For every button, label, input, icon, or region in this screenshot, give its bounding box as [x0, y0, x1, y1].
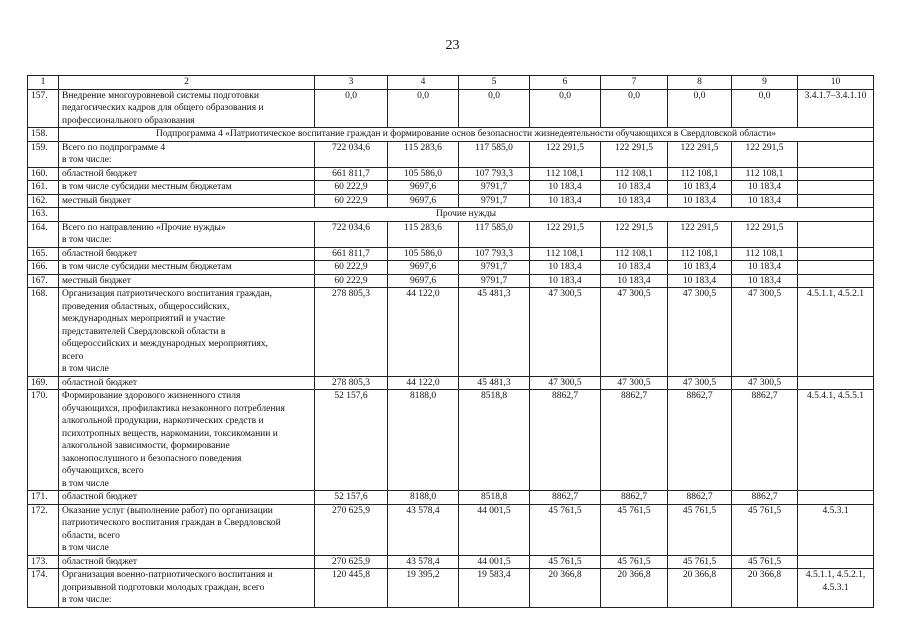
year-value: 10 183,4	[530, 261, 601, 275]
year-value: 112 108,1	[668, 167, 732, 181]
year-value: 47 300,5	[668, 376, 732, 390]
year-value: 8518,8	[459, 390, 530, 491]
year-value: 112 108,1	[601, 167, 668, 181]
year-value: 0,0	[601, 89, 668, 128]
year-value: 10 183,4	[530, 274, 601, 288]
table-header-row	[28, 76, 874, 90]
year-value: 122 291,5	[601, 221, 668, 247]
target-indicator-codes	[798, 194, 874, 208]
year-value: 47 300,5	[530, 376, 601, 390]
year-value: 43 578,4	[388, 504, 459, 555]
total-value: 722 034,6	[315, 221, 388, 247]
table-row	[28, 181, 874, 195]
target-indicator-codes	[798, 555, 874, 569]
year-value: 0,0	[668, 89, 732, 128]
row-description: областной бюджет	[59, 247, 315, 261]
year-value: 10 183,4	[601, 261, 668, 275]
target-indicator-codes: 4.5.4.1, 4.5.5.1	[798, 390, 874, 491]
year-value: 9697,6	[388, 194, 459, 208]
year-value: 44 001,5	[459, 555, 530, 569]
total-value: 60 222,9	[315, 261, 388, 275]
total-value: 60 222,9	[315, 181, 388, 195]
row-description: областной бюджет	[59, 167, 315, 181]
row-description: Внедрение многоуровневой системы подготовки педагогических кадров для общего образования и профессионального образования	[59, 89, 315, 128]
year-value: 10 183,4	[668, 261, 732, 275]
year-value: 10 183,4	[732, 274, 798, 288]
year-value: 45 761,5	[668, 504, 732, 555]
year-value: 122 291,5	[668, 141, 732, 167]
target-indicator-codes	[798, 181, 874, 195]
table-row	[28, 555, 874, 569]
total-value: 0,0	[315, 89, 388, 128]
column-number-header: 3	[315, 76, 388, 90]
year-value: 112 108,1	[530, 247, 601, 261]
year-value: 10 183,4	[732, 261, 798, 275]
row-number: 157.	[28, 89, 59, 128]
year-value: 0,0	[388, 89, 459, 128]
total-value: 661 811,7	[315, 247, 388, 261]
year-value: 0,0	[530, 89, 601, 128]
year-value: 10 183,4	[530, 194, 601, 208]
row-number: 169.	[28, 376, 59, 390]
year-value: 47 300,5	[601, 288, 668, 377]
row-description: областной бюджет	[59, 555, 315, 569]
total-value: 52 157,6	[315, 390, 388, 491]
row-description: Организация военно-патриотического воспитания и допризывной подготовки молодых граждан, всего в том числе:	[59, 569, 315, 608]
table-row	[28, 167, 874, 181]
year-value: 9697,6	[388, 181, 459, 195]
target-indicator-codes: 3.4.1.7–3.4.1.10	[798, 89, 874, 128]
year-value: 0,0	[459, 89, 530, 128]
year-value: 122 291,5	[601, 141, 668, 167]
year-value: 8862,7	[668, 390, 732, 491]
row-description: областной бюджет	[59, 491, 315, 505]
year-value: 45 761,5	[530, 555, 601, 569]
row-number: 166.	[28, 261, 59, 275]
year-value: 8862,7	[530, 491, 601, 505]
year-value: 8862,7	[732, 390, 798, 491]
year-value: 10 183,4	[668, 194, 732, 208]
year-value: 8862,7	[668, 491, 732, 505]
year-value: 112 108,1	[530, 167, 601, 181]
year-value: 9791,7	[459, 274, 530, 288]
column-number-header: 4	[388, 76, 459, 90]
year-value: 45 761,5	[732, 555, 798, 569]
year-value: 45 761,5	[732, 504, 798, 555]
row-number: 158.	[28, 128, 59, 142]
year-value: 20 366,8	[530, 569, 601, 608]
year-value: 19 395,2	[388, 569, 459, 608]
total-value: 270 625,9	[315, 555, 388, 569]
target-indicator-codes: 4.5.3.1	[798, 504, 874, 555]
table-row	[28, 376, 874, 390]
year-value: 8518,8	[459, 491, 530, 505]
year-value: 47 300,5	[530, 288, 601, 377]
column-number-header: 6	[530, 76, 601, 90]
total-value: 278 805,3	[315, 376, 388, 390]
year-value: 45 761,5	[530, 504, 601, 555]
column-number-header: 9	[732, 76, 798, 90]
row-description: Оказание услуг (выполнение работ) по организации патриотического воспитания граждан в Свердловской области, всего в том числе	[59, 504, 315, 555]
year-value: 45 761,5	[601, 555, 668, 569]
row-number: 162.	[28, 194, 59, 208]
year-value: 45 481,3	[459, 288, 530, 377]
year-value: 117 585,0	[459, 141, 530, 167]
budget-table	[27, 75, 874, 608]
year-value: 8188,0	[388, 491, 459, 505]
year-value: 43 578,4	[388, 555, 459, 569]
year-value: 122 291,5	[732, 141, 798, 167]
target-indicator-codes	[798, 491, 874, 505]
row-description: Всего по подпрограмме 4 в том числе:	[59, 141, 315, 167]
row-number: 163.	[28, 208, 59, 222]
row-number: 170.	[28, 390, 59, 491]
year-value: 107 793,3	[459, 247, 530, 261]
table-row	[28, 128, 874, 142]
row-number: 173.	[28, 555, 59, 569]
table-row	[28, 221, 874, 247]
year-value: 105 586,0	[388, 167, 459, 181]
table-row	[28, 274, 874, 288]
target-indicator-codes	[798, 261, 874, 275]
row-description: в том числе субсидии местным бюджетам	[59, 261, 315, 275]
year-value: 45 761,5	[601, 504, 668, 555]
row-description: Всего по направлению «Прочие нужды» в том числе:	[59, 221, 315, 247]
column-number-header: 10	[798, 76, 874, 90]
column-number-header: 7	[601, 76, 668, 90]
total-value: 120 445,8	[315, 569, 388, 608]
row-number: 171.	[28, 491, 59, 505]
target-indicator-codes	[798, 221, 874, 247]
year-value: 19 583,4	[459, 569, 530, 608]
year-value: 10 183,4	[601, 194, 668, 208]
total-value: 60 222,9	[315, 274, 388, 288]
row-description: Организация патриотического воспитания граждан, проведения областных, общероссийских, международных мероприятий и участие представителей Свердловской области в общероссийских и международных мероприятиях, всего в том числе	[59, 288, 315, 377]
year-value: 112 108,1	[601, 247, 668, 261]
year-value: 122 291,5	[668, 221, 732, 247]
year-value: 122 291,5	[732, 221, 798, 247]
table-row	[28, 194, 874, 208]
year-value: 45 481,3	[459, 376, 530, 390]
total-value: 278 805,3	[315, 288, 388, 377]
year-value: 115 283,6	[388, 141, 459, 167]
target-indicator-codes	[798, 274, 874, 288]
year-value: 112 108,1	[732, 247, 798, 261]
table-row	[28, 569, 874, 608]
row-number: 168.	[28, 288, 59, 377]
table-row	[28, 288, 874, 377]
total-value: 661 811,7	[315, 167, 388, 181]
year-value: 9791,7	[459, 194, 530, 208]
year-value: 44 001,5	[459, 504, 530, 555]
year-value: 47 300,5	[601, 376, 668, 390]
total-value: 52 157,6	[315, 491, 388, 505]
table-row	[28, 208, 874, 222]
year-value: 8862,7	[601, 390, 668, 491]
year-value: 47 300,5	[732, 376, 798, 390]
table-row	[28, 261, 874, 275]
total-value: 270 625,9	[315, 504, 388, 555]
year-value: 20 366,8	[668, 569, 732, 608]
year-value: 44 122,0	[388, 376, 459, 390]
table-row	[28, 247, 874, 261]
row-number: 160.	[28, 167, 59, 181]
row-description: Формирование здорового жизненного стиля обучающихся, профилактика незаконного потребления алкогольной продукции, наркотических средств и психотропных веществ, наркомании, токсикомании и алкогольной зависимости, формирование законопослушного и безопасного поведения обучающихся, всего в том числе	[59, 390, 315, 491]
year-value: 44 122,0	[388, 288, 459, 377]
year-value: 9791,7	[459, 181, 530, 195]
row-number: 165.	[28, 247, 59, 261]
year-value: 8862,7	[732, 491, 798, 505]
year-value: 112 108,1	[668, 247, 732, 261]
target-indicator-codes	[798, 141, 874, 167]
year-value: 10 183,4	[530, 181, 601, 195]
year-value: 10 183,4	[732, 194, 798, 208]
section-heading: Подпрограмма 4 «Патриотическое воспитание граждан и формирование основ безопасности жизнедеятельности обучающихся в Свердловской области»	[59, 128, 874, 142]
row-number: 161.	[28, 181, 59, 195]
year-value: 107 793,3	[459, 167, 530, 181]
row-number: 159.	[28, 141, 59, 167]
year-value: 122 291,5	[530, 221, 601, 247]
year-value: 47 300,5	[668, 288, 732, 377]
year-value: 10 183,4	[668, 274, 732, 288]
year-value: 105 586,0	[388, 247, 459, 261]
column-number-header: 8	[668, 76, 732, 90]
total-value: 60 222,9	[315, 194, 388, 208]
target-indicator-codes	[798, 376, 874, 390]
target-indicator-codes: 4.5.1.1, 4.5.2.1	[798, 288, 874, 377]
target-indicator-codes	[798, 167, 874, 181]
year-value: 0,0	[732, 89, 798, 128]
section-heading: Прочие нужды	[59, 208, 874, 222]
year-value: 117 585,0	[459, 221, 530, 247]
year-value: 10 183,4	[668, 181, 732, 195]
row-number: 172.	[28, 504, 59, 555]
total-value: 722 034,6	[315, 141, 388, 167]
year-value: 122 291,5	[530, 141, 601, 167]
year-value: 9791,7	[459, 261, 530, 275]
year-value: 8862,7	[601, 491, 668, 505]
row-number: 174.	[28, 569, 59, 608]
row-description: областной бюджет	[59, 376, 315, 390]
year-value: 47 300,5	[732, 288, 798, 377]
year-value: 8188,0	[388, 390, 459, 491]
table-row	[28, 390, 874, 491]
target-indicator-codes: 4.5.1.1, 4.5.2.1, 4.5.3.1	[798, 569, 874, 608]
row-number: 167.	[28, 274, 59, 288]
column-number-header: 1	[28, 76, 59, 90]
year-value: 20 366,8	[601, 569, 668, 608]
year-value: 10 183,4	[601, 181, 668, 195]
table-row	[28, 89, 874, 128]
year-value: 112 108,1	[732, 167, 798, 181]
year-value: 10 183,4	[601, 274, 668, 288]
target-indicator-codes	[798, 247, 874, 261]
year-value: 9697,6	[388, 274, 459, 288]
table-row	[28, 491, 874, 505]
year-value: 8862,7	[530, 390, 601, 491]
column-number-header: 5	[459, 76, 530, 90]
column-number-header: 2	[59, 76, 315, 90]
year-value: 115 283,6	[388, 221, 459, 247]
year-value: 20 366,8	[732, 569, 798, 608]
row-description: местный бюджет	[59, 274, 315, 288]
table-row	[28, 141, 874, 167]
year-value: 9697,6	[388, 261, 459, 275]
year-value: 10 183,4	[732, 181, 798, 195]
row-description: местный бюджет	[59, 194, 315, 208]
year-value: 45 761,5	[668, 555, 732, 569]
row-description: в том числе субсидии местным бюджетам	[59, 181, 315, 195]
page-number: 23	[445, 38, 460, 53]
table-row	[28, 504, 874, 555]
row-number: 164.	[28, 221, 59, 247]
